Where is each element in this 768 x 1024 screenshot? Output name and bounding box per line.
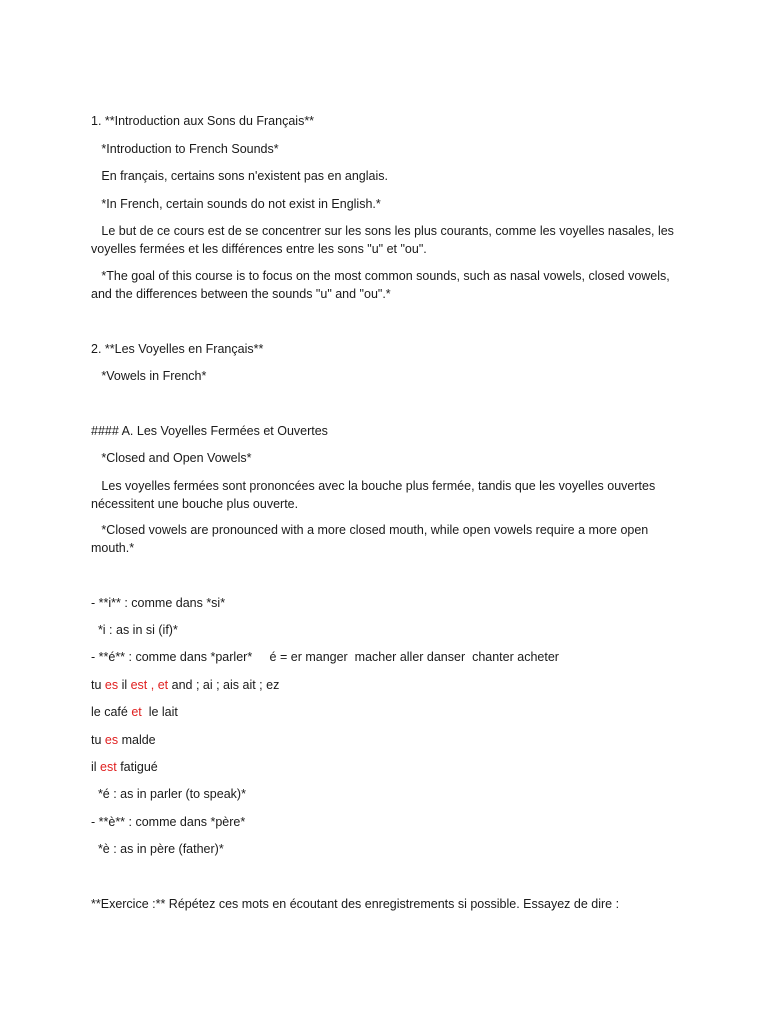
- section-1-paragraph-1-translation: *In French, certain sounds do not exist in English.*: [91, 197, 381, 211]
- example-line-1: [91, 676, 681, 694]
- vowel-e-acute-item: - **é** : comme dans *parler* é = er manger macher aller danser chanter acheter: [91, 650, 559, 664]
- highlighted-word: est: [100, 760, 117, 774]
- subsection-a-paragraph: Les voyelles fermées sont prononcées avec la bouche plus fermée, tandis que les voyelles ouvertes nécessitent une bouche plus ouverte.: [91, 479, 659, 511]
- example-line-3: [91, 731, 681, 749]
- highlighted-word: et: [131, 705, 142, 719]
- example-word: fatigué: [116, 760, 158, 774]
- example-word: and ; ai ; ais ait ; ez: [168, 678, 280, 692]
- exercise-instruction: **Exercice :** Répétez ces mots en écoutant des enregistrements si possible. Essayez de dire :: [91, 897, 620, 911]
- highlighted-word: ,: [147, 678, 158, 692]
- section-1-paragraph-1: En français, certains sons n'existent pas en anglais.: [91, 169, 388, 183]
- example-line-4: [91, 758, 681, 776]
- subsection-a-title-translation: *Closed and Open Vowels*: [91, 451, 252, 465]
- vowel-e-grave-item: - **è** : comme dans *père*: [91, 815, 246, 829]
- example-word: le café: [91, 705, 132, 719]
- vowel-i-translation: *i : as in si (if)*: [91, 623, 178, 637]
- example-word: tu: [91, 733, 105, 747]
- section-2-title-translation: *Vowels in French*: [91, 369, 207, 383]
- highlighted-word: est: [130, 678, 148, 692]
- vowel-i-item: - **i** : comme dans *si*: [91, 596, 226, 610]
- highlighted-word: es: [104, 678, 119, 692]
- subsection-a-paragraph-translation: *Closed vowels are pronounced with a more closed mouth, while open vowels require a more open mouth.*: [91, 523, 652, 555]
- example-word: tu: [91, 678, 105, 692]
- section-1-paragraph-2-translation: *The goal of this course is to focus on the most common sounds, such as nasal vowels, closed vowels, and the differences between the sounds "u" and "ou".*: [91, 269, 674, 301]
- example-line-2: [91, 703, 681, 721]
- section-2-title: 2. **Les Voyelles en Français**: [91, 342, 264, 356]
- section-1-title: 1. **Introduction aux Sons du Français**: [91, 114, 315, 128]
- highlighted-word: es: [104, 733, 119, 747]
- vowel-e-acute-translation: *é : as in parler (to speak)*: [91, 787, 246, 801]
- section-1-paragraph-2: Le but de ce cours est de se concentrer sur les sons les plus courants, comme les voyelles nasales, les voyelles fermées et les différences entre les sons "u" et "ou".: [91, 224, 678, 256]
- subsection-a-title: #### A. Les Voyelles Fermées et Ouvertes: [91, 424, 328, 438]
- example-word: il: [91, 760, 101, 774]
- example-word: malde: [118, 733, 156, 747]
- example-word: le lait: [141, 705, 178, 719]
- highlighted-word: et: [157, 678, 169, 692]
- section-1-title-translation: *Introduction to French Sounds*: [91, 142, 279, 156]
- example-word: il: [118, 678, 131, 692]
- vowel-e-grave-translation: *è : as in père (father)*: [91, 842, 224, 856]
